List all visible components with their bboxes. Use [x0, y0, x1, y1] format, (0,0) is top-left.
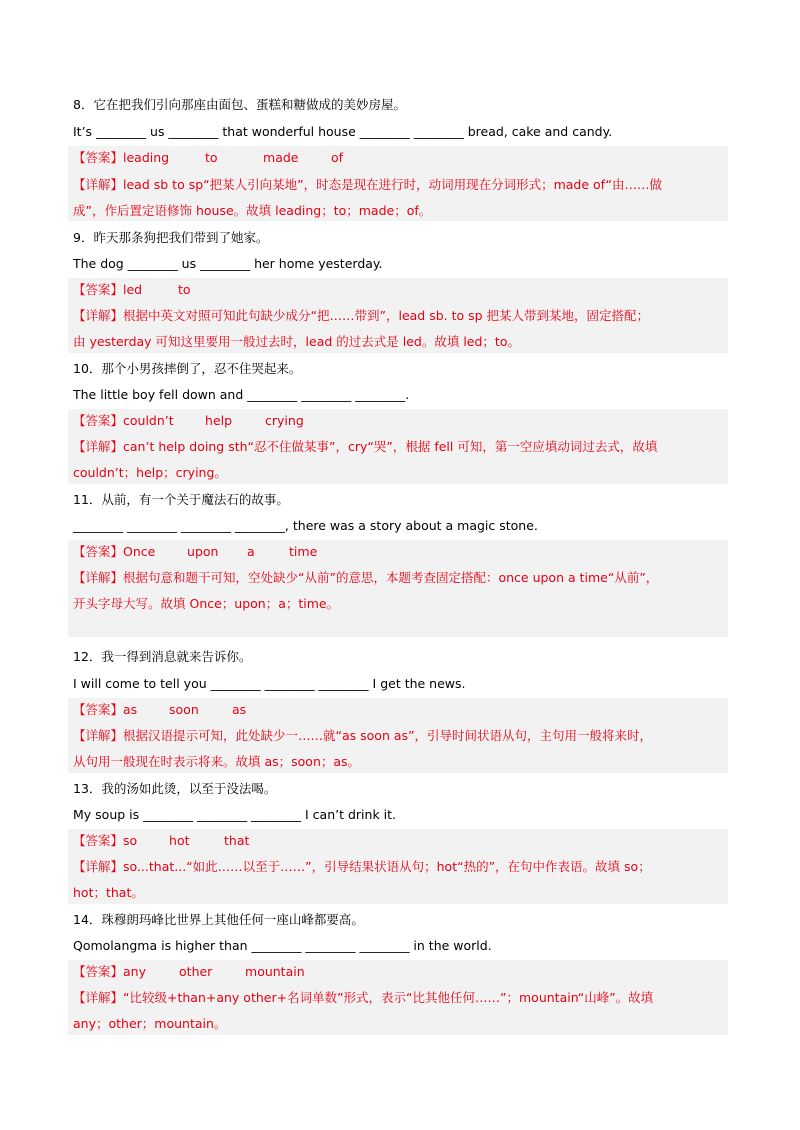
question-11-sentence: ________ ________ ________ ________, there was a story about a magic stone.	[73, 518, 538, 533]
question-8-sentence: It’s ________ us ________ that wonderful house ________ ________ bread, cake and candy.	[73, 124, 613, 139]
detail-13-line-1	[73, 857, 651, 877]
answer-10	[73, 411, 320, 431]
answer-word: leading	[123, 150, 170, 165]
answer-label: 【答案】	[73, 702, 124, 717]
answer-word: that	[224, 833, 250, 848]
answer-word: help	[205, 413, 233, 428]
answer-word: as	[123, 702, 138, 717]
answer-label: 【答案】	[73, 413, 124, 428]
answer-word: so	[123, 833, 138, 848]
answer-word: a	[247, 544, 255, 559]
answer-label: 【答案】	[73, 833, 124, 848]
detail-text: 根据中英文对照可知此句缺少成分“把……带到”，lead sb. to sp 把某人带到某地，固定搭配；	[123, 308, 650, 323]
answer-word: of	[331, 150, 344, 165]
question-12-chinese: 12．我一得到消息就来告诉你。	[73, 649, 252, 664]
answer-13	[73, 831, 279, 851]
question-13-chinese: 13．我的汤如此烫，以至于没法喝。	[73, 781, 277, 796]
detail-9-line-1	[73, 306, 649, 326]
detail-text: lead sb to sp“把某人引向某地”，时态是现在进行时，动词用现在分词形式；made of“由……做	[123, 177, 662, 192]
answer-word: any	[123, 964, 146, 979]
question-12-sentence: I will come to tell you ________ ________ ________ I get the news.	[73, 676, 466, 691]
detail-9-line-2: 由 yesterday 可知这里要用一般过去时，lead 的过去式是 led。故填 led；to。	[73, 334, 520, 349]
question-10-sentence: The little boy fell down and ________ ________ ________.	[73, 387, 410, 402]
detail-8-line-2: 成”，作后置定语修饰 house。故填 leading；to；made；of。	[73, 203, 432, 218]
detail-11-line-1	[73, 568, 658, 588]
detail-text: 根据句意和题干可知，空处缺少“从前”的意思，本题考查固定搭配：once upon a time“从前”，	[123, 570, 659, 585]
answer-14	[73, 962, 305, 982]
detail-label: 【详解】	[73, 570, 124, 585]
answer-word: couldn’t	[123, 413, 174, 428]
answer-word: hot	[169, 833, 190, 848]
detail-label: 【详解】	[73, 990, 124, 1005]
question-9-sentence: The dog ________ us ________ her home yesterday.	[73, 256, 383, 271]
answer-label: 【答案】	[73, 964, 124, 979]
detail-8-line-1	[73, 175, 662, 195]
detail-12-line-2: 从句用一般现在时表示将来。故填 as；soon；as。	[73, 754, 361, 769]
detail-label: 【详解】	[73, 439, 124, 454]
question-11-chinese: 11．从前，有一个关于魔法石的故事。	[73, 492, 289, 507]
detail-label: 【详解】	[73, 859, 124, 874]
answer-word: other	[179, 964, 213, 979]
answer-word: time	[289, 544, 318, 559]
answer-word: soon	[169, 702, 199, 717]
question-14-sentence: Qomolangma is higher than ________ ________ ________ in the world.	[73, 938, 492, 953]
answer-12	[73, 700, 287, 720]
answer-word: Once	[123, 544, 156, 559]
detail-text: can’t help doing sth“忍不住做某事”，cry“哭”，根据 fell 可知，第一空应填动词过去式，故填	[123, 439, 658, 454]
answer-label: 【答案】	[73, 544, 124, 559]
question-8-chinese: 8．它在把我们引向那座由面包、蛋糕和糖做成的美妙房屋。	[73, 97, 406, 112]
question-14-chinese: 14．珠穆朗玛峰比世界上其他任何一座山峰都要高。	[73, 912, 364, 927]
answer-word: mountain	[245, 964, 305, 979]
question-9-chinese: 9．昨天那条狗把我们带到了她家。	[73, 230, 269, 245]
detail-text: “比较级+than+any other+名词单数”形式，表示“比其他任何……”；mountain“山峰”。故填	[123, 990, 654, 1005]
detail-label: 【详解】	[73, 177, 124, 192]
question-13-sentence: My soup is ________ ________ ________ I can’t drink it.	[73, 807, 397, 822]
answer-word: to	[178, 282, 191, 297]
answer-9	[73, 280, 233, 300]
answer-word: crying	[265, 413, 304, 428]
answer-word: to	[205, 150, 218, 165]
detail-13-line-2: hot；that。	[73, 885, 144, 900]
detail-label: 【详解】	[73, 308, 124, 323]
answer-word: upon	[187, 544, 219, 559]
detail-text: 根据汉语提示可知，此处缺少一……就“as soon as”，引导时间状语从句，主句用一般将来时，	[123, 728, 652, 743]
detail-14-line-1	[73, 988, 653, 1008]
answer-word: as	[232, 702, 247, 717]
answer-label: 【答案】	[73, 282, 124, 297]
detail-text: so...that...“如此……以至于……”，引导结果状语从句；hot“热的”，在句中作表语。故填 so；	[123, 859, 651, 874]
answer-label: 【答案】	[73, 150, 124, 165]
detail-12-line-1	[73, 726, 652, 746]
detail-10-line-1	[73, 437, 657, 457]
detail-10-line-2: couldn’t；help；crying。	[73, 465, 227, 480]
detail-label: 【详解】	[73, 728, 124, 743]
answer-11	[73, 542, 344, 562]
question-10-chinese: 10．那个小男孩摔倒了，忍不住哭起来。	[73, 361, 302, 376]
answer-word: led	[123, 282, 143, 297]
answer-8	[73, 148, 386, 168]
detail-14-line-2: any；other；mountain。	[73, 1016, 227, 1031]
detail-11-line-2: 开头字母大写。故填 Once；upon；a；time。	[73, 596, 340, 611]
answer-word: made	[263, 150, 299, 165]
